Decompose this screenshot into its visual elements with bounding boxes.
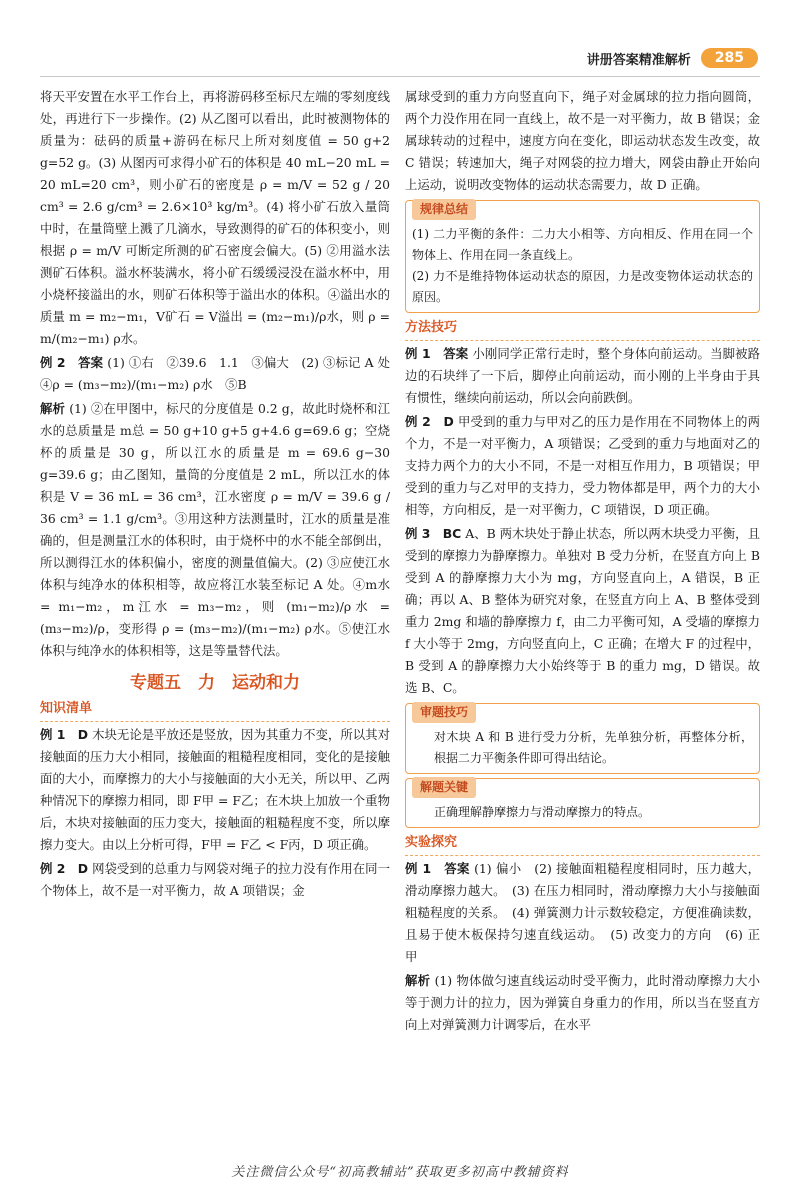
method-example-2-text: 甲受到的重力与甲对乙的压力是作用在不同物体上的两个力，不是一对平衡力，A 项错误；乙受到的重力与地面对乙的支持力两个力的大小不同，不是一对相互作用力，B 项错误；甲受到的重力与乙对甲的支持力，受力物体都是甲，两个力的大小相等，方向相反，是一对平衡力，C 项错误，D 项正确。	[405, 414, 760, 517]
experiment-example-1-text: (1) 偏小 (2) 接触面粗糙程度相同时，压力越大，滑动摩擦力越大。 (3) 在压力相同时，滑动摩擦力大小与接触面粗糙程度的关系。 (4) 弹簧测力计示数较稳定，方便准确读数，且易于使木板保持匀速直线运动。 (5) 改变力的方向 (6) 正 甲	[405, 861, 773, 964]
rule-1: (1) 二力平衡的条件：二力大小相等、方向相反、作用在同一个物体上、作用在同一条直线上。	[412, 227, 753, 262]
experiment-analysis	[405, 970, 760, 1036]
page-number-badge: 285	[701, 48, 758, 68]
header-title: 讲册答案精准解析	[586, 52, 691, 68]
method-example-3	[405, 523, 760, 699]
method-example-3-text: A、B 两木块处于静止状态，所以两木块受力平衡，且受到的摩擦力为静摩擦力。单独对 B 受力分析，在竖直方向上 B 受到 A 的静摩擦力大小为 mg，方向竖直向上，A 错误，B 正确；再以 A、B 整体为研究对象，在竖直方向上 A、B 整体受到重力 2mg 和墙的静摩擦力 f，由二力平衡可知，A 受墙的摩擦力 f 大小等于 2mg，方向竖直向上，C 正确；在增大 F 的过程中，B 受到 A 的静摩擦力大小始终等于 B 的重力 mg，D 错误。故选 B、C。	[405, 526, 760, 695]
experiment-example-1	[405, 858, 773, 968]
example-2-label: 例 2 答案	[40, 355, 104, 370]
right-paragraph-1: 属球受到的重力方向竖直向下，绳子对金属球的拉力指向圆筒，两个力没作用在同一直线上，故不是一对平衡力，故 B 错误；金属球转动的过程中，速度方向在变化，即运动状态发生改变，故 C 错误；转速加大，绳子对网袋的拉力增大，网袋由静止开始向上运动，说明改变物体的运动状态需要力，故 D 正确。	[405, 89, 760, 192]
tag-method-skills: 方法技巧	[405, 317, 760, 341]
knowledge-example-2-label: 例 2 D	[40, 861, 89, 876]
right-column	[405, 86, 773, 1036]
review-skill-text: 对木块 A 和 B 进行受力分析，先单独分析，再整体分析，根据二力平衡条件即可得出结论。	[434, 730, 753, 765]
method-example-1	[405, 343, 760, 409]
page-header	[587, 46, 758, 70]
section-title: 专题五 力 运动和力	[130, 673, 300, 693]
knowledge-example-1	[40, 724, 390, 856]
experiment-analysis-label: 解析	[405, 973, 431, 988]
review-skill-tag: 审题技巧	[412, 702, 476, 723]
method-example-2	[405, 411, 760, 521]
solution-key-box	[405, 778, 760, 828]
left-column	[40, 86, 403, 902]
tag-experiment: 实验探究	[405, 832, 760, 856]
analysis-text: (1) ②在甲图中，标尺的分度值是 0.2 g，故此时烧杯和江水的总质量是 m总 = 50 g+10 g+5 g+4.6 g=69.6 g；空烧杯的质量是 30 g，所以江水的质量是 m = 69.6 g−30 g=39.6 g；由乙图知，量筒的分度值是 2 mL，所以江水的体积是 V = 36 mL = 36 cm³，江水密度 ρ = m/V = 39.6 g / 36 cm³ = 1.1 g/cm³。③用这种方法测量时，江水的质量是准确的，但是测量江水的体积时，由于烧杯中的水不能全部倒出，所以测得江水的体积偏小，密度的测量值偏大。(2) ③应使江水体积与纯净水的体积相等，故应将江水装至标记 A 处。④m水 = m₁−m₂，m江水 = m₃−m₂，则 (m₁−m₂)/ρ水 = (m₃−m₂)/ρ，变形得 ρ = (m₃−m₂)/(m₁−m₂) ρ水。⑤使江水体积与纯净水的体积相等，这是等量替代法。	[40, 401, 390, 658]
knowledge-example-1-text: 木块无论是平放还是竖放，因为其重力不变，所以其对接触面的压力大小相同，接触面的粗糙程度相同，变化的是接触面的大小，而摩擦力的大小与接触面的大小无关，所以甲、乙两种情况下的摩擦力相同，即 F甲 = F乙；在木块上加放一个重物后，木块对接触面的压力变大，接触面的粗糙程度不变，所以摩擦力变大。由以上分析可得，F甲 = F乙 < F丙，D 项正确。	[40, 727, 390, 852]
review-skill-box	[405, 703, 760, 774]
method-example-1-label: 例 1 答案	[405, 346, 469, 361]
header-divider	[40, 76, 760, 77]
method-example-1-text: 小刚同学正常行走时，整个身体向前运动。当脚被路边的石块绊了一下后，脚停止向前运动，而小刚的上半身由于具有惯性，继续向前运动，所以会向前跌倒。	[405, 346, 760, 405]
example-2-answer-text: (1) ①右 ②39.6 1.1 ③偏大 (2) ③标记 A 处 ④ρ = (m₃−m₂)/(m₁−m₂) ρ水 ⑤B	[40, 355, 403, 392]
rule-2: (2) 力不是维持物体运动状态的原因，力是改变物体运动状态的原因。	[412, 269, 753, 304]
footer-note: 关注微信公众号“初高教辅站”获取更多初高中教辅资料	[231, 1165, 569, 1180]
analysis-paragraph	[40, 398, 390, 662]
method-example-2-label: 例 2 D	[405, 414, 454, 429]
solution-key-tag: 解题关键	[412, 777, 476, 798]
knowledge-example-2-text: 网袋受到的总重力与网袋对绳子的拉力没有作用在同一个物体上，故不是一对平衡力，故 A 项错误；金	[40, 861, 390, 898]
experiment-analysis-text: (1) 物体做匀速直线运动时受平衡力，此时滑动摩擦力大小等于测力计的拉力，因为弹簧自身重力的作用，所以当在竖直方向上对弹簧测力计调零后，在水平	[405, 973, 760, 1032]
example-2-answer	[40, 352, 403, 396]
experiment-example-1-label: 例 1 答案	[405, 861, 470, 876]
knowledge-example-2	[40, 858, 390, 902]
analysis-label: 解析	[40, 401, 66, 416]
rule-summary-tag: 规律总结	[412, 199, 476, 220]
knowledge-example-1-label: 例 1 D	[40, 727, 89, 742]
solution-key-text: 正确理解静摩擦力与滑动摩擦力的特点。	[434, 805, 651, 819]
method-example-3-label: 例 3 BC	[405, 526, 462, 541]
left-paragraph-1: 将天平安置在水平工作台上，再将游码移至标尺左端的零刻度线处，再进行下一步操作。(2) 从乙图可以看出，此时被测物体的质量为：砝码的质量+游码在标尺上所对刻度值 = 50 g+2 g=52 g。(3) 从图丙可求得小矿石的体积是 40 mL−20 mL = 20 mL=20 cm³，则小矿石的密度是 ρ = m/V = 52 g / 20 cm³ = 2.6 g/cm³ = 2.6×10³ kg/m³。(4) 将小矿石放入量筒中时，在量筒壁上溅了几滴水，导致测得的矿石的体积变小，则根据 ρ = m/V 可断定所测的矿石密度会偏大。(5) ②用溢水法测矿石体积。溢水杯装满水，将小矿石缓缓浸没在溢水杯中，用小烧杯接溢出的水，则矿石体积等于溢出水的体积。④溢出水的质量 m = m₂−m₁，V矿石 = V溢出 = (m₂−m₁)/ρ水，则 ρ = m/(m₂−m₁) ρ水。	[40, 89, 390, 346]
tag-knowledge-list: 知识清单	[40, 698, 390, 722]
rule-summary-box	[405, 200, 760, 313]
